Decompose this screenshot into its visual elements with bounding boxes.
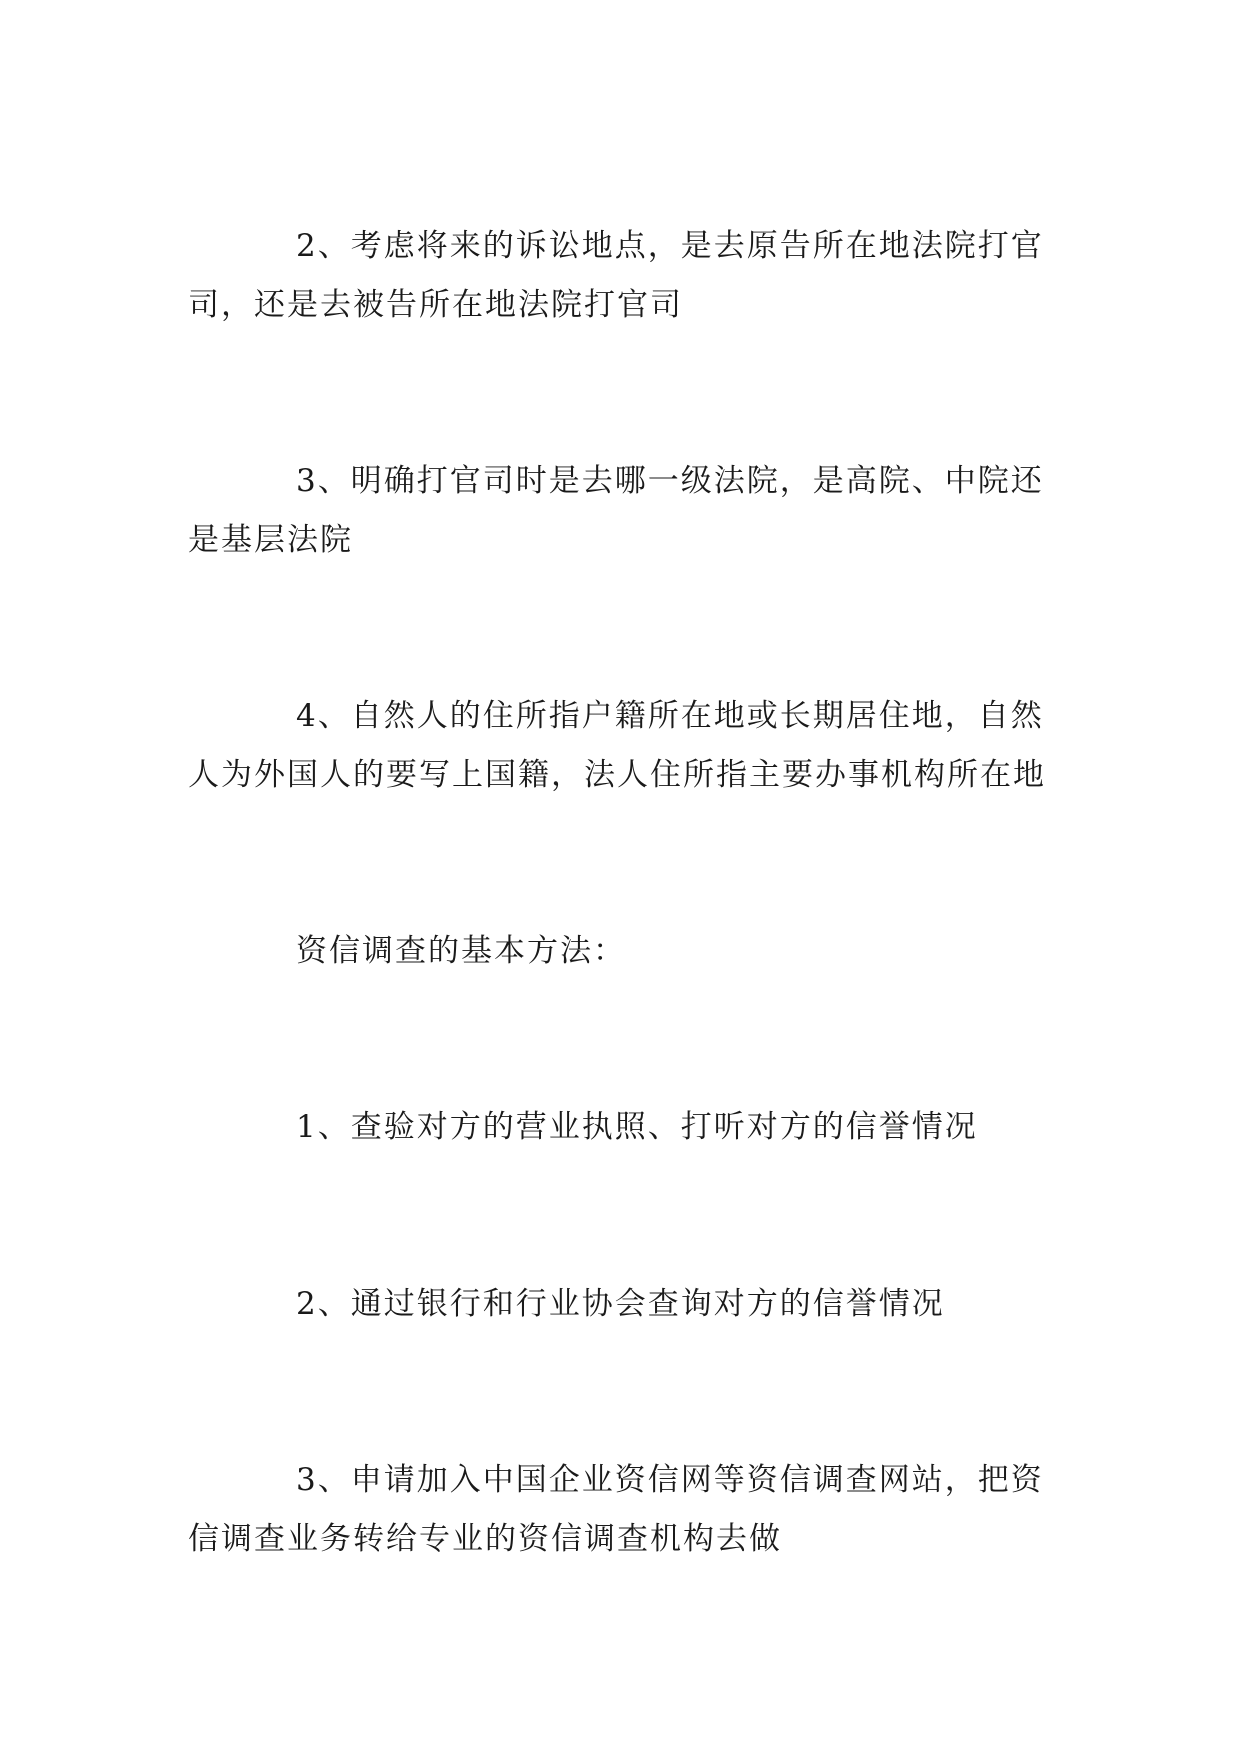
text-line: 资信调查的基本方法： [296,933,626,969]
text-line: 信调查业务转给专业的资信调查机构去做 [188,1521,782,1557]
text-line: 2、通过银行和行业协会查询对方的信誉情况 [296,1286,945,1322]
paragraph-domicile [188,687,1048,805]
paragraph-court-level [188,452,1048,570]
text-line: 4、自然人的住所指户籍所在地或长期居住地，自然 [296,698,1044,734]
text-line: 3、申请加入中国企业资信网等资信调查网站，把资 [296,1462,1044,1498]
text-line: 是基层法院 [188,522,353,558]
paragraph-litigation-location [188,217,1048,335]
paragraph-method-3 [188,1451,1048,1569]
section-heading-credit-investigation [188,922,1048,981]
paragraph-method-1 [188,1098,1048,1157]
text-line: 司，还是去被告所在地法院打官司 [188,287,683,323]
text-line: 人为外国人的要写上国籍，法人住所指主要办事机构所在地 [188,757,1046,793]
text-line: 3、明确打官司时是去哪一级法院，是高院、中院还 [296,463,1044,499]
paragraph-method-2 [188,1275,1048,1334]
text-line: 1、查验对方的营业执照、打听对方的信誉情况 [296,1109,978,1145]
text-line: 2、考虑将来的诉讼地点，是去原告所在地法院打官 [296,228,1044,264]
